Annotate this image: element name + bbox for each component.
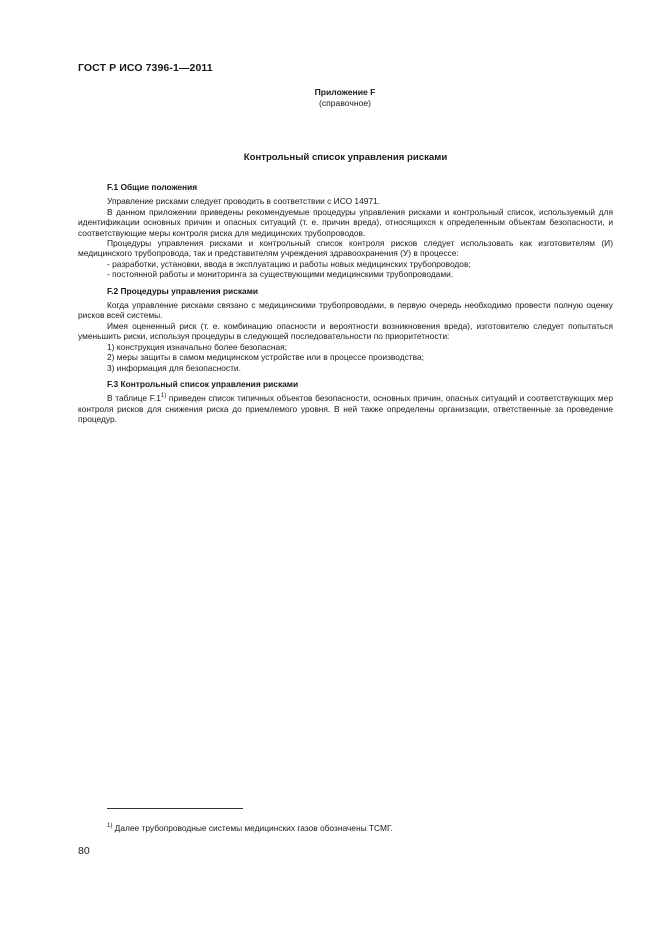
section-heading-f1: F.1 Общие положения bbox=[107, 182, 198, 192]
section-heading-f3: F.3 Контрольный список управления рисками bbox=[107, 378, 299, 389]
annex-label bbox=[300, 87, 390, 109]
paragraph-start: В таблице F.1 bbox=[107, 393, 161, 404]
page-number: 80 bbox=[78, 845, 90, 857]
annex-title: Приложение F bbox=[314, 87, 376, 97]
paragraph: Процедуры управления рисками и контрольный список контроля рисков следует использовать как изготовителям (И) медицинского трубопровода, так и представителям учреждения здравоохранения (У) в процессе: bbox=[78, 238, 613, 259]
paragraph: В данном приложении приведены рекомендуемые процедуры управления рисками и контрольный список, используемый для идентификации основных причин и опасных ситуаций (т. е. причин вреда), относящихся к определенным объектам безопасности, и соответствующие меры контроля риска для медицинских трубопроводов. bbox=[78, 206, 613, 238]
paragraph bbox=[78, 393, 613, 424]
paragraph: Когда управление рисками связано с медицинскими трубопроводами, в первую очередь необходимо провести полную оценку рисков всей системы. bbox=[78, 300, 613, 321]
list-item: - разработки, установки, ввода в эксплуатацию и работы новых медицинских трубопроводов; bbox=[107, 258, 471, 269]
document-body bbox=[78, 182, 613, 425]
paragraph: Управление рисками следует проводить в соответствии с ИСО 14971. bbox=[107, 196, 381, 207]
list-item: - постоянной работы и мониторинга за существующими медицинскими трубопроводами. bbox=[107, 269, 454, 280]
page-title: Контрольный список управления рисками bbox=[243, 152, 448, 163]
section-heading-f2: F.2 Процедуры управления рисками bbox=[107, 285, 259, 296]
footnote-marker: 1) bbox=[107, 823, 113, 829]
list-item: 1) конструкция изначально более безопасная; bbox=[107, 341, 287, 352]
list-item: 3) информация для безопасности. bbox=[107, 362, 241, 373]
footnote-reference[interactable]: 1) bbox=[160, 393, 167, 400]
footnote-text: Далее трубопроводные системы медицинских газов обозначены ТСМГ. bbox=[112, 823, 393, 833]
footnote bbox=[107, 823, 607, 833]
paragraph: Имея оцененный риск (т. е. комбинацию опасности и вероятности возникновения вреда), изготовителю следует попытаться уменьшить риски, используя процедуры в следующей последовательности по приоритетности: bbox=[78, 320, 613, 342]
annex-subtitle: (справочное) bbox=[318, 98, 372, 108]
footnote-divider bbox=[107, 808, 243, 809]
paragraph-rest: приведен список типичных объектов безопасности, основных причин, опасных ситуаций и соответствующих мер контроля рисков для снижения риска до приемлемого уровня. В ней также определены организации, ответственные за проведение процедур. bbox=[78, 393, 614, 425]
standard-code: ГОСТ Р ИСО 7396-1—2011 bbox=[78, 62, 213, 74]
list-item: 2) меры защиты в самом медицинском устройстве или в процессе производства; bbox=[107, 352, 424, 363]
